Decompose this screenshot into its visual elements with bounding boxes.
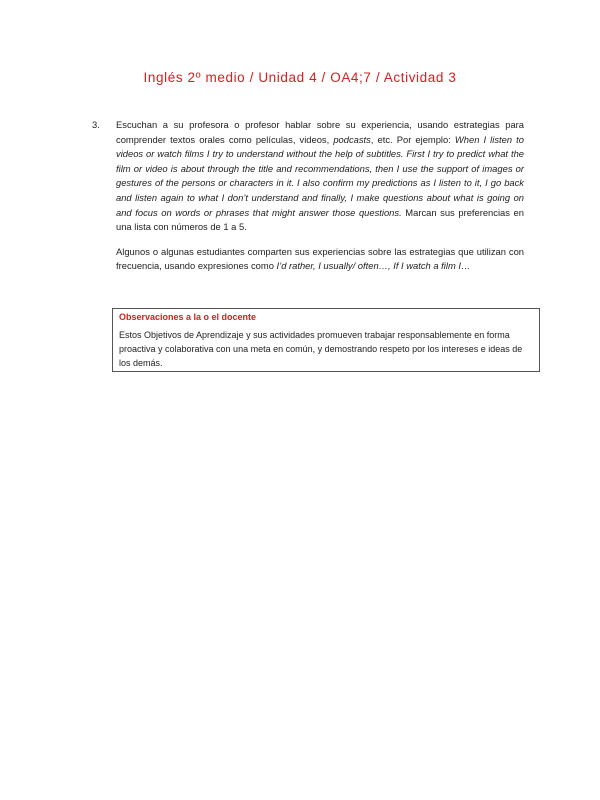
example-quote: When I listen to videos or watch films I try to understand without the help of subtitles. First I try to predict what the film or video is about through the title and recommendations, then I use the support of images or gestures of the persons or characters in it. I also confirm my predictions as I listen to it, I go back and listen again to what I don’t understand and finally, I make questions about what is going on and focus on words or phrases that might answer those questions. [116, 133, 524, 218]
activity-body [116, 118, 524, 274]
podcasts-term: podcasts [333, 133, 371, 145]
paragraph-1-mid: , etc. Por ejemplo: [370, 133, 455, 145]
teacher-notes-title: Observaciones a la o el docente [119, 312, 257, 322]
activity-paragraph-2 [116, 245, 524, 274]
teacher-notes-box [112, 308, 540, 372]
page-title: Inglés 2º medio / Unidad 4 / OA4;7 / Actividad 3 [143, 70, 457, 85]
example-expressions: I’d rather, I usually/ often…, If I watch a film I… [276, 260, 471, 272]
paragraph-1-end: Marcan sus preferencias en una lista con números de 1 a 5. [116, 206, 524, 233]
paragraph-2-intro: Algunos o algunas estudiantes comparten sus experiencias sobre las estrategias que utilizan con frecuencia, usando expresiones como [116, 245, 524, 272]
paragraph-1-intro: Escuchan a su profesora o profesor hablar sobre su experiencia, usando estrategias para comprender textos orales como películas, videos, [116, 119, 524, 145]
activity-item [92, 118, 524, 284]
activity-paragraph-1 [116, 118, 524, 235]
activity-number: 3. [92, 119, 100, 130]
teacher-notes-text: Estos Objetivos de Aprendizaje y sus actividades promueven trabajar responsablemente en forma proactiva y colaborativa con una meta en común, y demostrando respeto por los intereses e ideas de los demás. [119, 330, 523, 368]
